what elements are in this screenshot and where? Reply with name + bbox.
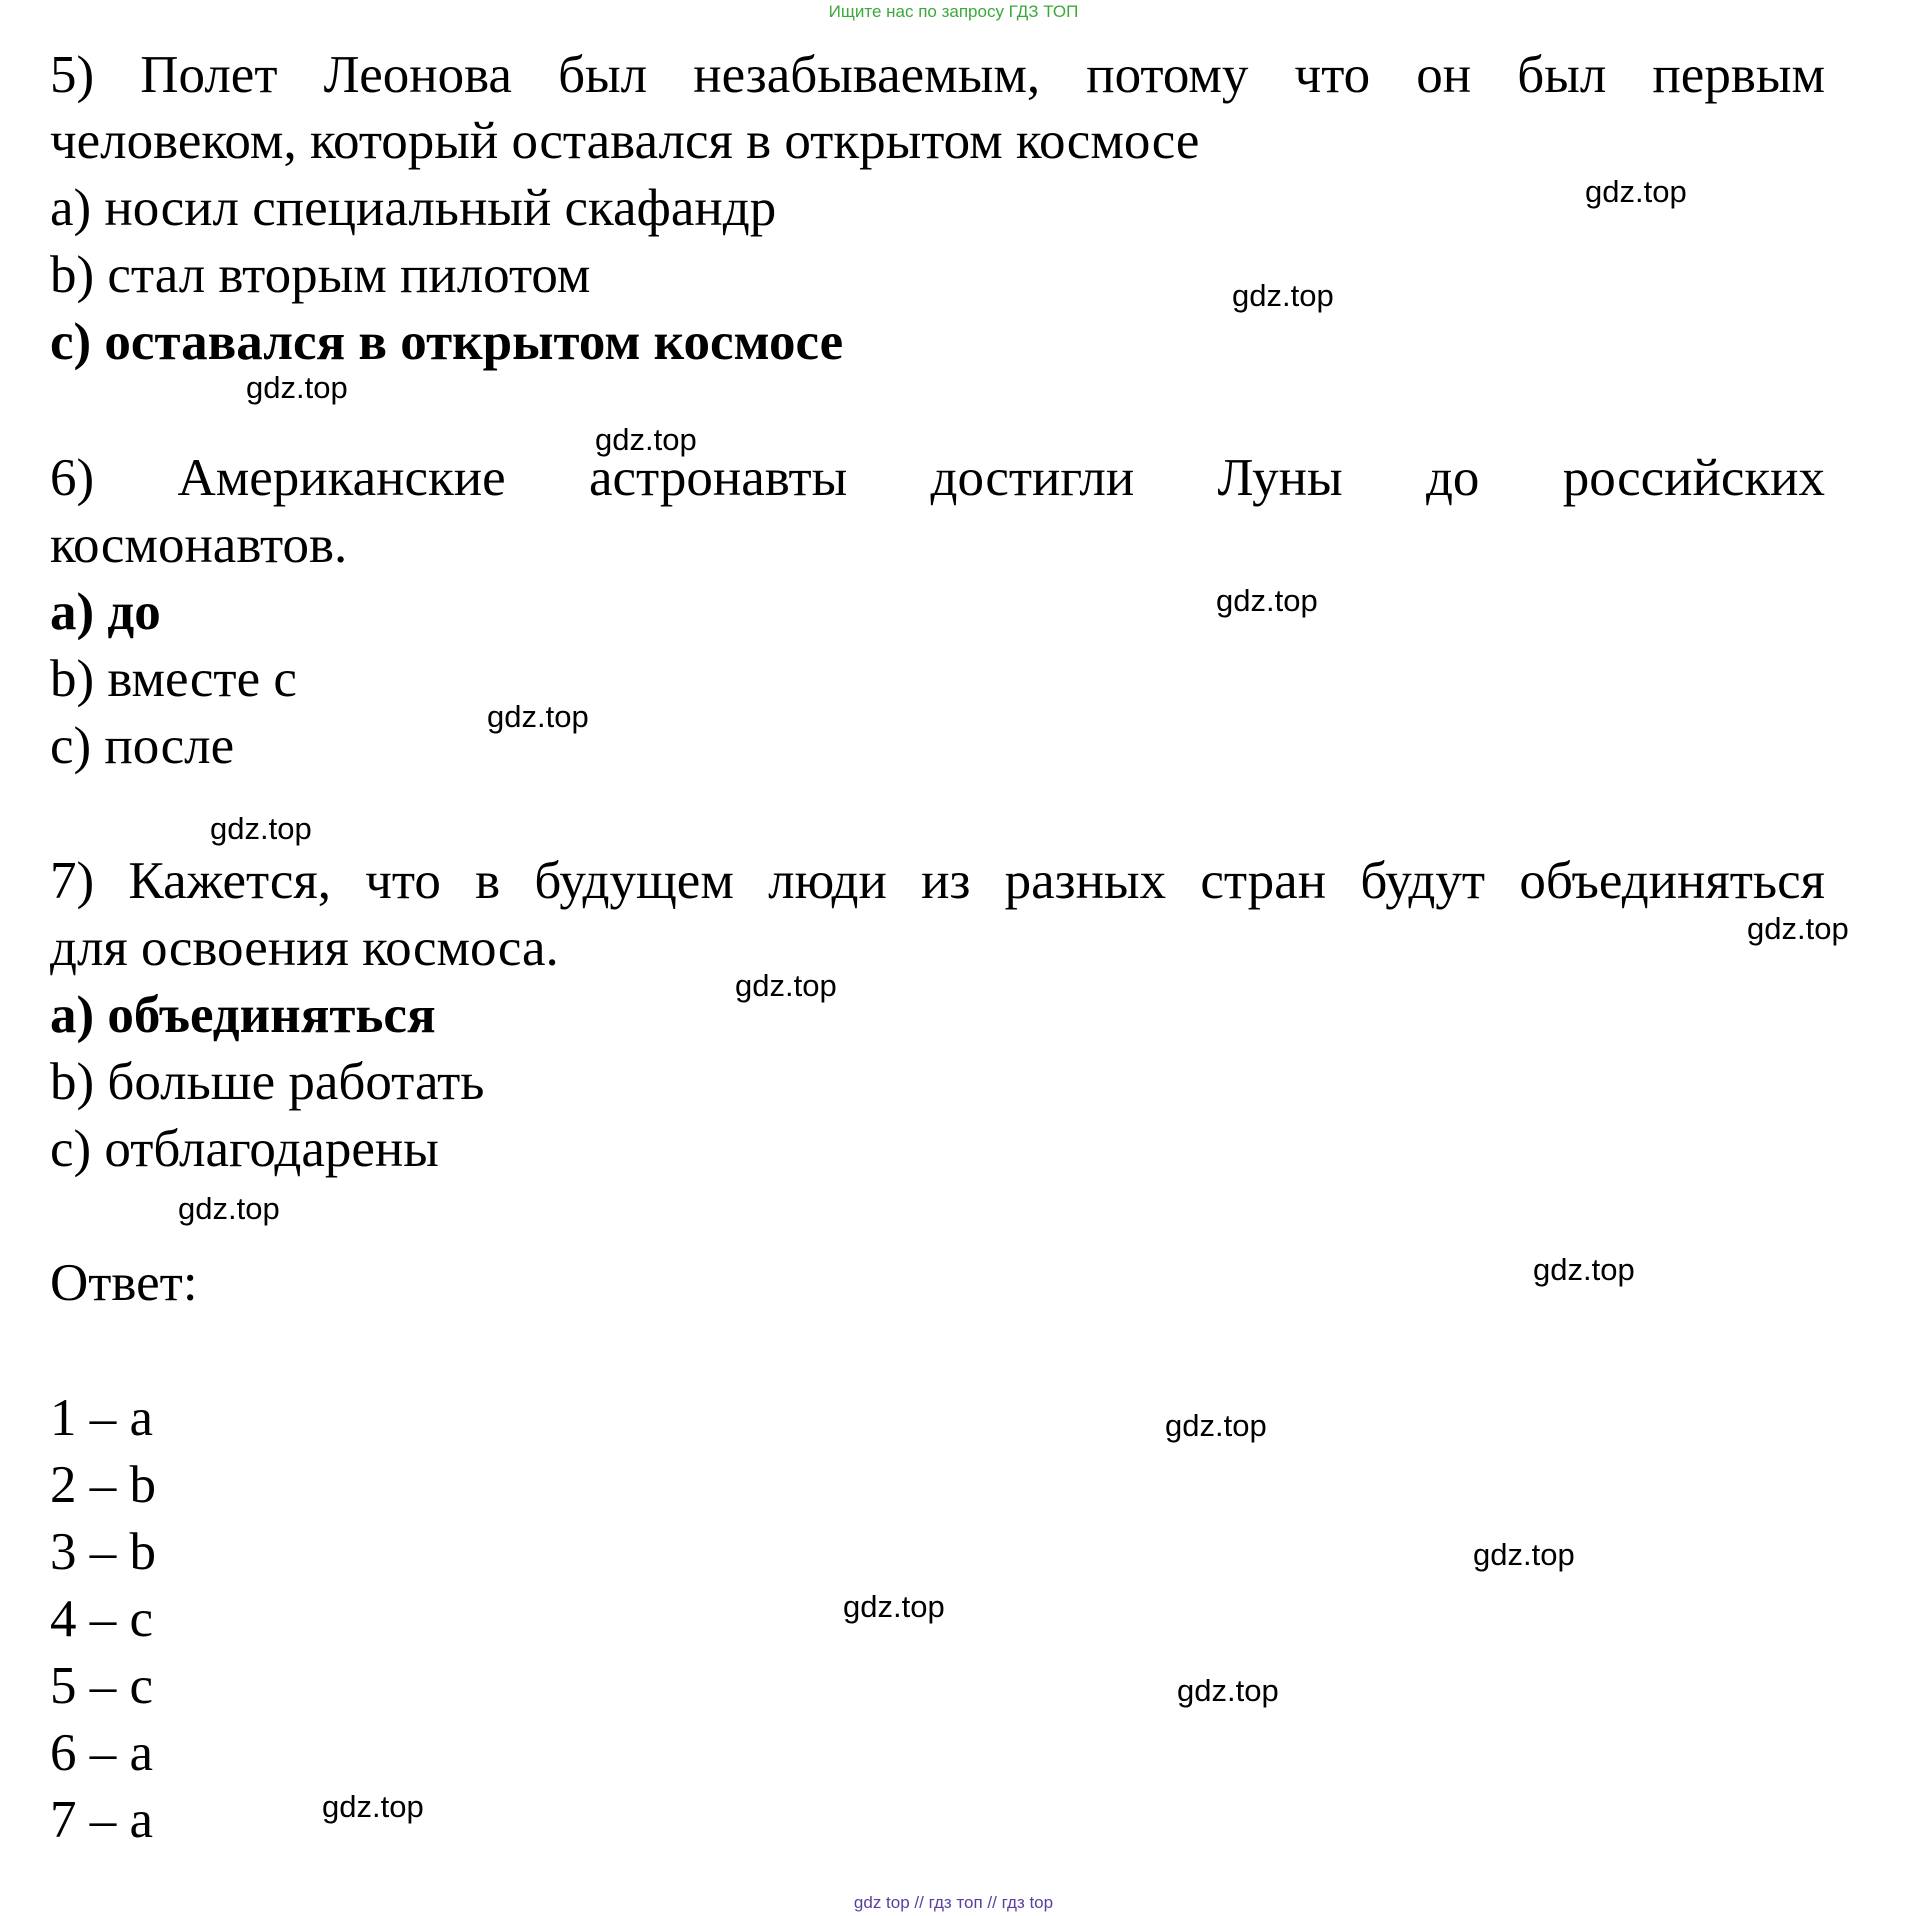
question-5-line-1: 5) Полет Леонова был незабываемым, потому что он был первым — [50, 46, 1825, 104]
watermark: gdz.top — [322, 1789, 424, 1824]
question-7-option-a: a) объединяться — [50, 986, 436, 1044]
question-5-option-a: a) носил специальный скафандр — [50, 179, 777, 237]
watermark: gdz.top — [1747, 911, 1849, 946]
answer-heading: Ответ: — [50, 1254, 198, 1312]
question-5-option-c: c) оставался в открытом космосе — [50, 313, 844, 371]
question-6-line-1: 6) Американские астронавты достигли Луны до российских — [50, 449, 1825, 507]
top-banner: Ищите нас по запросу ГДЗ ТОП — [828, 2, 1079, 21]
watermark: gdz.top — [1177, 1673, 1279, 1708]
answer-4: 4 – c — [50, 1590, 154, 1648]
watermark: gdz.top — [595, 422, 697, 457]
watermark: gdz.top — [1216, 583, 1318, 618]
watermark: gdz.top — [1585, 174, 1687, 209]
question-6-option-a: a) до — [50, 583, 161, 641]
question-6-option-c: c) после — [50, 717, 235, 775]
answer-5: 5 – c — [50, 1657, 154, 1715]
answer-2: 2 – b — [50, 1456, 156, 1514]
question-5-option-b: b) стал вторым пилотом — [50, 246, 591, 304]
watermark: gdz.top — [487, 699, 589, 734]
watermark: gdz.top — [1533, 1252, 1635, 1287]
question-6-option-b: b) вместе с — [50, 650, 297, 708]
watermark: gdz.top — [1473, 1537, 1575, 1572]
question-7-line-1: 7) Кажется, что в будущем люди из разных стран будут объединяться — [50, 852, 1825, 910]
footer: gdz top // гдз топ // гдз top — [853, 1893, 1054, 1912]
watermark: gdz.top — [735, 968, 837, 1003]
answer-7: 7 – a — [50, 1791, 154, 1849]
answer-1: 1 – a — [50, 1389, 154, 1447]
watermark: gdz.top — [843, 1589, 945, 1624]
answer-3: 3 – b — [50, 1523, 156, 1581]
answer-6: 6 – a — [50, 1724, 154, 1782]
question-7-option-c: c) отблагодарены — [50, 1120, 439, 1178]
question-5-line-2: человеком, который оставался в открытом космосе — [50, 112, 1200, 170]
question-7-line-2: для освоения космоса. — [50, 919, 559, 977]
question-7-option-b: b) больше работать — [50, 1053, 485, 1111]
watermark: gdz.top — [246, 370, 348, 405]
watermark: gdz.top — [1232, 278, 1334, 313]
question-6-line-2: космонавтов. — [50, 516, 348, 574]
watermark: gdz.top — [1165, 1408, 1267, 1443]
watermark: gdz.top — [178, 1191, 280, 1226]
watermark: gdz.top — [210, 811, 312, 846]
